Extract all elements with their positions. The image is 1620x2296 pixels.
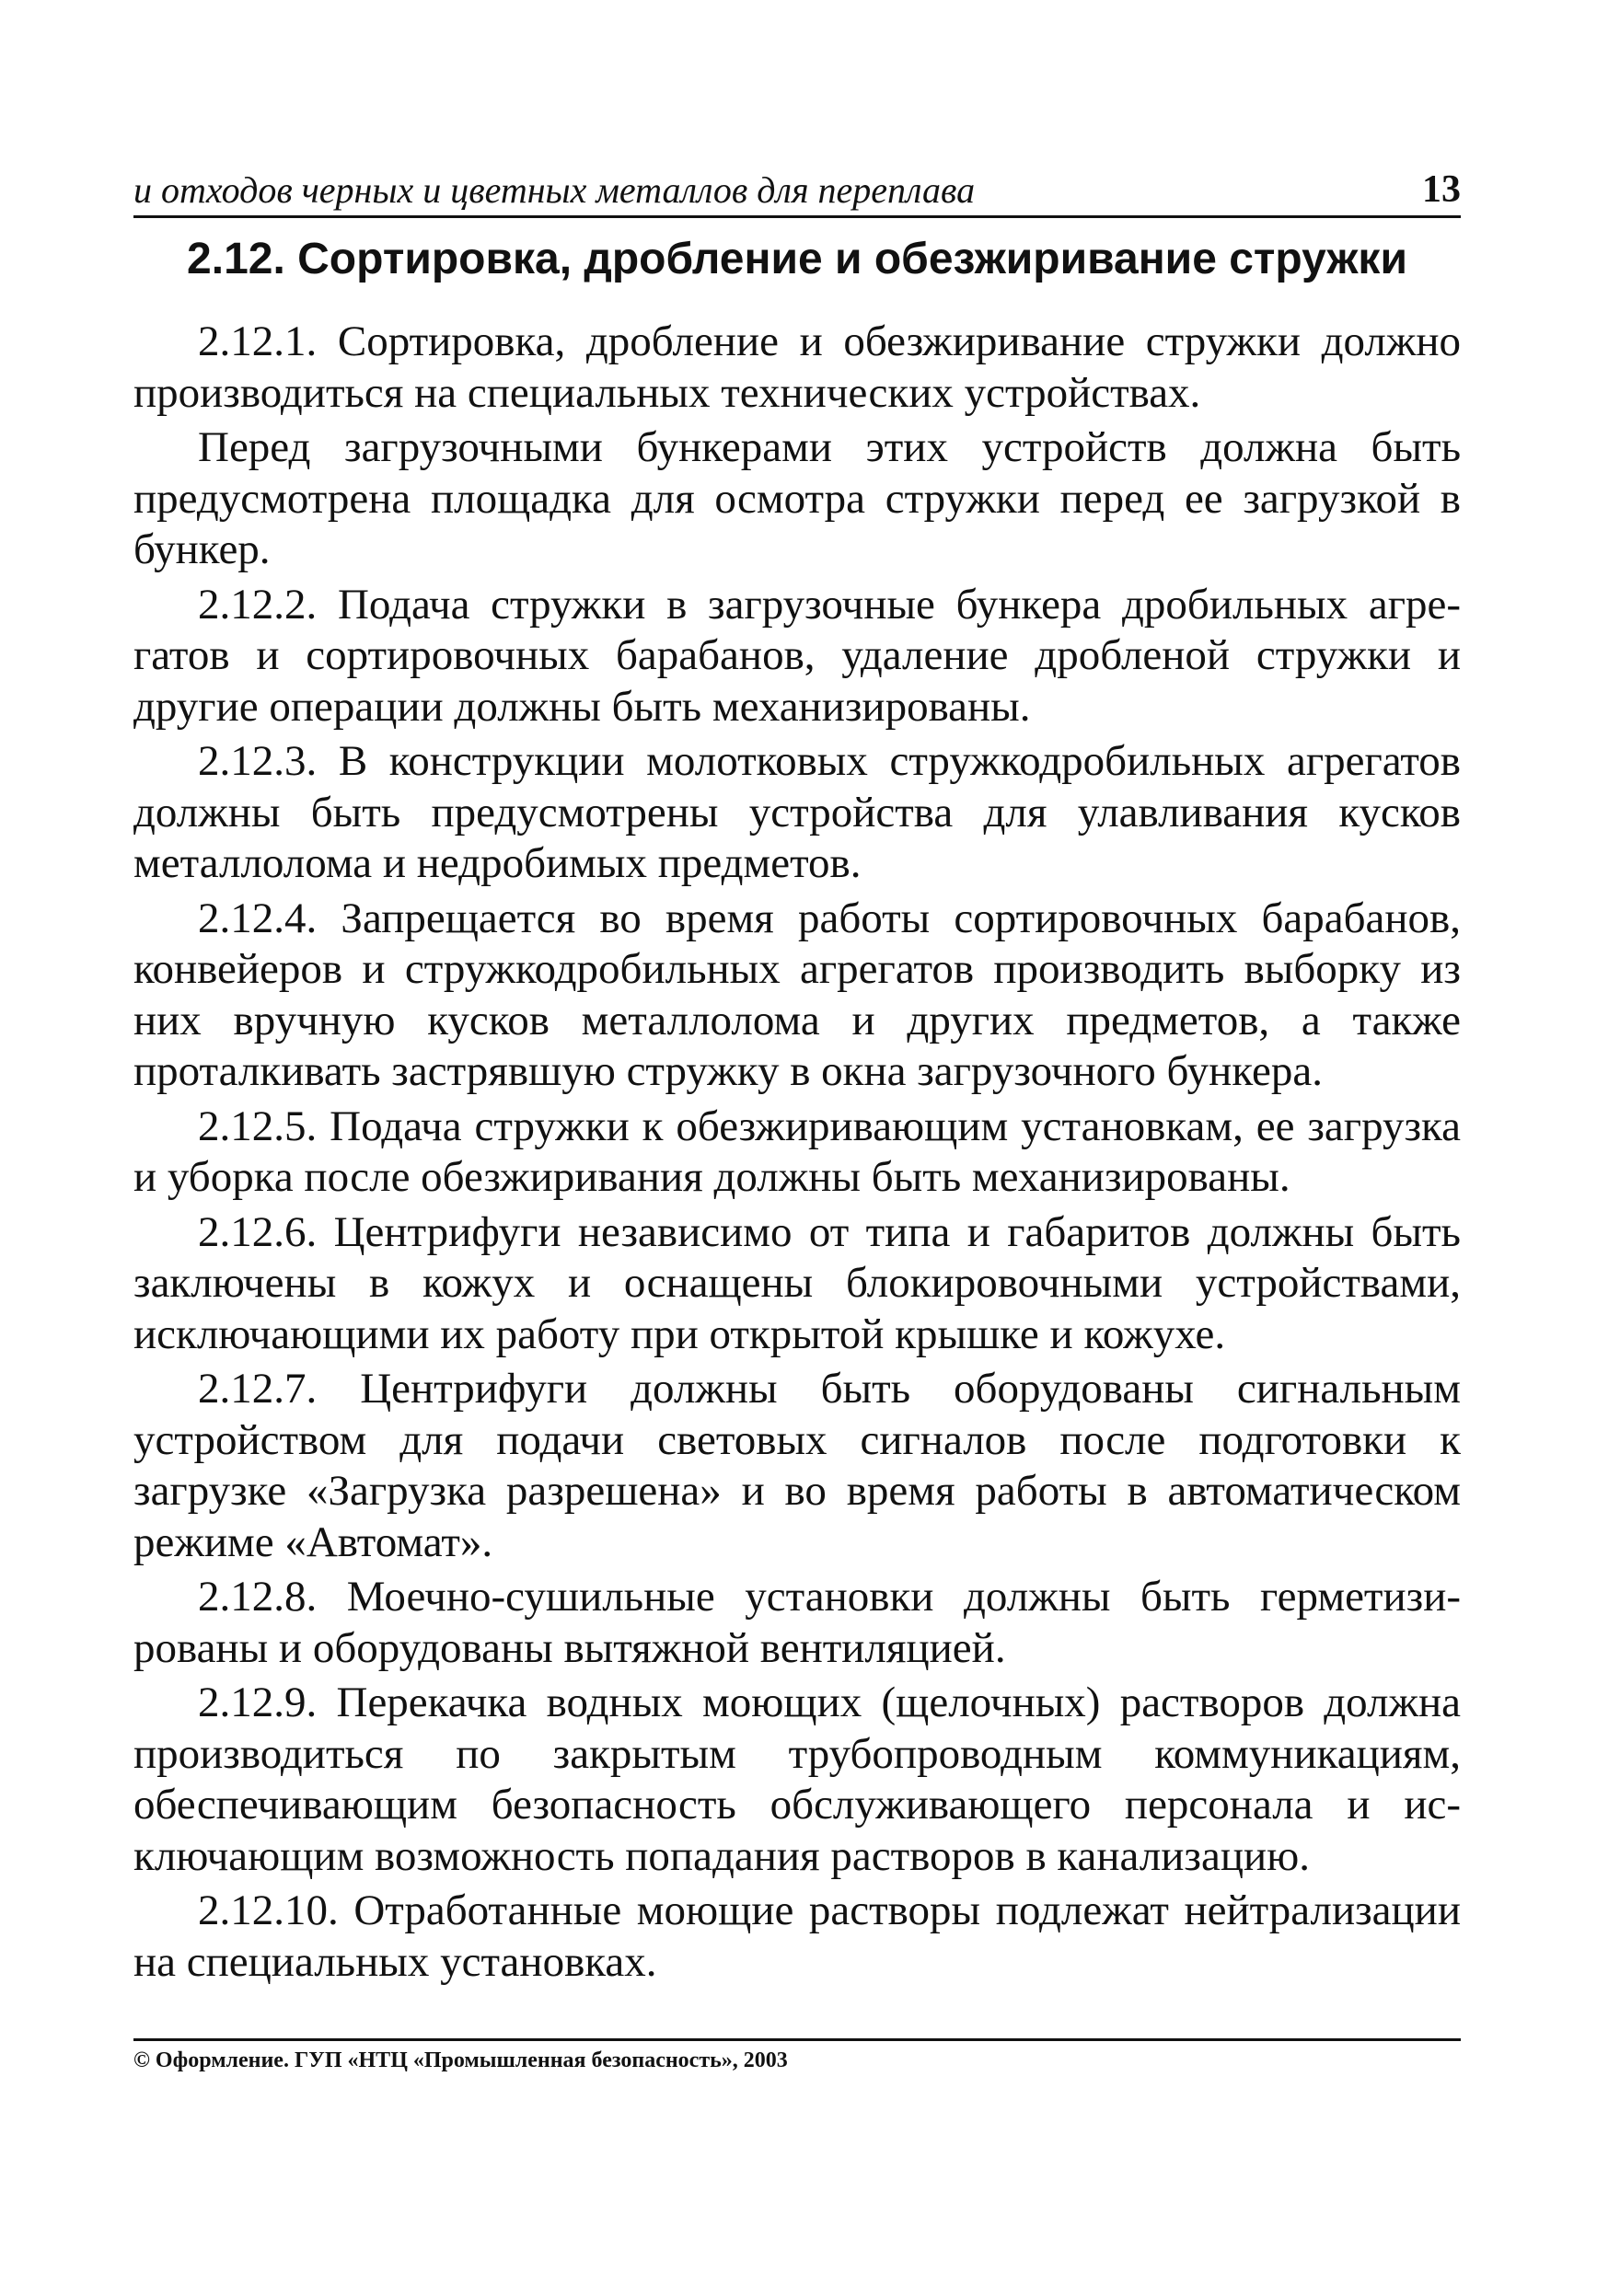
- page-number: 13: [1422, 168, 1461, 211]
- paragraph-2-12-6: 2.12.6. Центрифуги независимо от типа и габаритов должны быть заключены в кожух и оснащены блокировочными устройствами, исключающими их работу при открытой крышке и кожухе.: [133, 1207, 1461, 1358]
- running-header: [133, 162, 1461, 218]
- body-text: [133, 317, 1461, 1991]
- section-title: 2.12. Сортировка, дробление и обезжиривание стружки: [187, 235, 1407, 283]
- copyright-notice: © Оформление. ГУП «НТЦ «Промышленная безопасность», 2003: [133, 2048, 788, 2072]
- paragraph-2-12-9: 2.12.9. Перекачка водных моющих (щелочных) растворов должна производиться по закрытым трубопроводным коммуникациям, обеспечивающим безопасность обслуживающего персонала и исключающим возможность попадания растворов в канализацию.: [133, 1679, 1461, 1880]
- paragraph-2-12-7: 2.12.7. Центрифуги должны быть оборудованы сигнальным устройством для подачи световых сигналов после подготовки к загрузке «Загрузка разрешена» и во время работы в автоматическом режиме «Автомат».: [133, 1365, 1461, 1566]
- paragraph-2-12-3: 2.12.3. В конструкции молотковых стружкодробильных агрегатов должны быть предусмотрены устройства для улавливания кусков металлолома и недробимых предметов.: [133, 737, 1461, 887]
- paragraph-2-12-1: 2.12.1. Сортировка, дробление и обезжиривание стружки должно производиться на специальных технических устройствах.: [133, 317, 1461, 417]
- paragraph-2-12-8: 2.12.8. Моечно-сушильные установки должны быть герметизированы и оборудованы вытяжной вентиляцией.: [133, 1573, 1461, 1672]
- paragraph-2-12-5: 2.12.5. Подача стружки к обезжиривающим установкам, ее загрузка и уборка после обезжиривания должны быть механизированы.: [133, 1102, 1461, 1201]
- paragraph-2-12-1-cont: Перед загрузочными бункерами этих устройств должна быть предусмотрена площадка для осмотра стружки перед ее загрузкой в бункер.: [133, 423, 1461, 573]
- paragraph-2-12-10: 2.12.10. Отработанные моющие растворы подлежат нейтрализации на специальных установках.: [133, 1886, 1461, 1986]
- running-title: и отходов черных и цветных металлов для переплава: [133, 169, 976, 211]
- paragraph-2-12-2: 2.12.2. Подача стружки в загрузочные бункера дробильных агрегатов и сортировочных барабанов, удаление дробленой стружки и другие операции должны быть механизированы.: [133, 580, 1461, 731]
- footer-divider: [133, 2038, 1461, 2041]
- paragraph-2-12-4: 2.12.4. Запрещается во время работы сортировочных барабанов, конвейеров и стружкодробильных агрегатов производить выборку из них вручную кусков металлолома и других предметов, а также проталкивать застрявшую стружку в окна загрузочного бункера.: [133, 894, 1461, 1095]
